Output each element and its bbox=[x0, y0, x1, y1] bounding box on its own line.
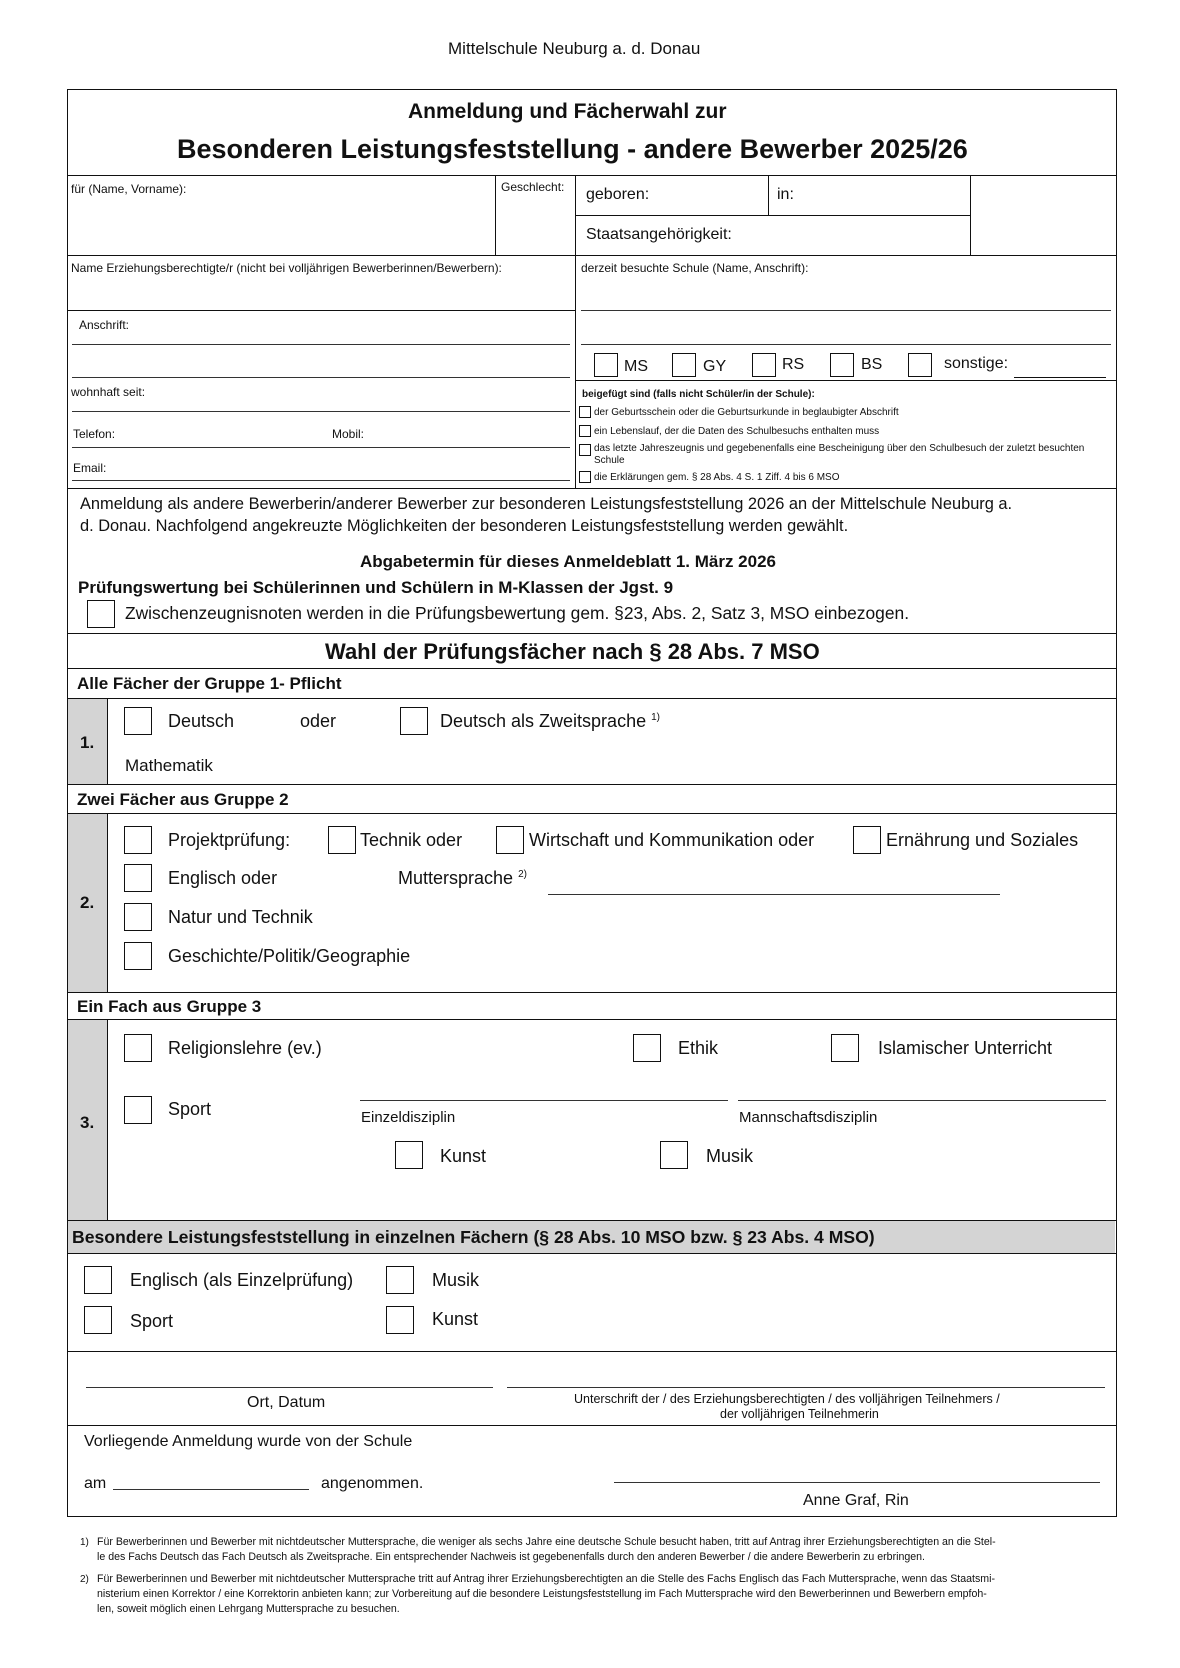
signature-input[interactable] bbox=[507, 1365, 1105, 1388]
name-input[interactable] bbox=[71, 205, 486, 245]
address-input[interactable] bbox=[72, 347, 570, 369]
kunst-special-label: Kunst bbox=[432, 1309, 479, 1329]
phone-label: Telefon: bbox=[73, 427, 116, 441]
englisch-einzel-checkbox[interactable] bbox=[84, 1266, 112, 1294]
attachment-birth-cert-label: der Geburtsschein oder die Geburtsurkunde in beglaubigter Abschrift bbox=[594, 407, 899, 418]
acceptance-date-input[interactable] bbox=[113, 1467, 309, 1490]
attachment-cv-checkbox[interactable] bbox=[579, 425, 591, 437]
attachments-title: beigefügt sind (falls nicht Schüler/in der Schule): bbox=[582, 389, 815, 400]
current-school-label: derzeit besuchte Schule (Name, Anschrift): bbox=[581, 261, 809, 275]
group2-heading: Zwei Fächer aus Gruppe 2 bbox=[77, 790, 289, 809]
nationality-label: Staatsangehörigkeit: bbox=[586, 226, 732, 243]
englisch-label: Englisch oder bbox=[168, 868, 278, 888]
school-type-ms-checkbox[interactable] bbox=[594, 353, 618, 377]
registration-text-2: d. Donau. Nachfolgend angekreuzte Möglichkeiten der besonderen Leistungsfeststellung werden gewählt. bbox=[80, 517, 849, 535]
school-type-gy-checkbox[interactable] bbox=[672, 353, 696, 377]
school-type-other-checkbox[interactable] bbox=[908, 353, 932, 377]
musik-group3-checkbox[interactable] bbox=[660, 1141, 688, 1169]
birthplace-input[interactable] bbox=[800, 186, 960, 208]
acceptance-signature-input[interactable] bbox=[614, 1460, 1100, 1483]
ethik-checkbox[interactable] bbox=[633, 1034, 661, 1062]
technik-label: Technik oder bbox=[360, 830, 463, 850]
attachment-report-checkbox[interactable] bbox=[579, 444, 591, 456]
ernaehrung-label: Ernährung und Soziales bbox=[886, 830, 1079, 850]
mannschaftsdisziplin-label: Mannschaftsdisziplin bbox=[739, 1109, 878, 1126]
resident-since-input[interactable] bbox=[160, 383, 570, 405]
footnote-2-line3: len, soweit möglich einen Lehrgang Muttersprache zu besuchen. bbox=[97, 1603, 400, 1615]
nationality-input[interactable] bbox=[755, 226, 960, 248]
deutsch-checkbox[interactable] bbox=[124, 707, 152, 735]
gender-input[interactable] bbox=[500, 200, 570, 245]
special-heading: Besondere Leistungsfeststellung in einzelnen Fächern (§ 28 Abs. 10 MSO bzw. § 23 Abs. 4 MSO) bbox=[72, 1227, 875, 1247]
phone-input[interactable] bbox=[125, 424, 325, 446]
group1-number: 1. bbox=[80, 733, 95, 752]
attachment-declarations-checkbox[interactable] bbox=[579, 471, 591, 483]
englisch-checkbox[interactable] bbox=[124, 864, 152, 892]
school-type-bs-checkbox[interactable] bbox=[830, 353, 854, 377]
group2-number: 2. bbox=[80, 893, 95, 912]
email-label: Email: bbox=[73, 461, 107, 475]
born-label: geboren: bbox=[586, 186, 650, 203]
school-type-bs-label: BS bbox=[861, 356, 883, 373]
acceptance-text: Vorliegende Anmeldung wurde von der Schule bbox=[84, 1433, 413, 1450]
footnote-2-line2: nisterium einen Korrektor / eine Korrektorin anbieten kann; zur Vorbereitung auf die besondere Leistungsfeststellung im Fach Muttersprache wird den Bewerberinnen und Bewerbern empfoh- bbox=[97, 1588, 987, 1600]
grading-heading: Prüfungswertung bei Schülerinnen und Schülern in M-Klassen der Jgst. 9 bbox=[78, 578, 674, 597]
place-date-label: Ort, Datum bbox=[247, 1394, 326, 1411]
interim-grades-checkbox[interactable] bbox=[87, 600, 115, 628]
footnote-1-line2: le des Fachs Deutsch das Fach Deutsch als Zweitsprache. Ein entsprechender Nachweis ist gegebenenfalls durch den anderen Bewerber / die andere Bewerberin zu erbringen. bbox=[97, 1551, 925, 1563]
signature-label-1: Unterschrift der / des Erziehungsberechtigten / des volljährigen Teilnehmers / bbox=[574, 1392, 1000, 1406]
school-type-ms-label: MS bbox=[624, 358, 648, 375]
group1-oder: oder bbox=[300, 711, 337, 731]
muttersprache-input[interactable] bbox=[548, 872, 1000, 895]
musik-group3-label: Musik bbox=[706, 1146, 754, 1166]
islam-checkbox[interactable] bbox=[831, 1034, 859, 1062]
gpg-label: Geschichte/Politik/Geographie bbox=[168, 946, 411, 966]
place-date-input[interactable] bbox=[86, 1365, 493, 1388]
mutter-footnote-ref: 2) bbox=[518, 869, 527, 880]
daz-checkbox[interactable] bbox=[400, 707, 428, 735]
current-school-input[interactable] bbox=[581, 283, 1111, 305]
sport-group3-label: Sport bbox=[168, 1099, 212, 1119]
guardian-label: Name Erziehungsberechtigte/r (nicht bei volljährigen Bewerberinnen/Bewerbern): bbox=[71, 261, 502, 275]
school-name: Mittelschule Neuburg a. d. Donau bbox=[448, 39, 701, 58]
religion-label: Religionslehre (ev.) bbox=[168, 1038, 322, 1058]
muttersprache-label: Muttersprache $^{2)}$ bbox=[398, 868, 527, 888]
school-type-rs-checkbox[interactable] bbox=[752, 353, 776, 377]
current-school-address-input[interactable] bbox=[581, 318, 1111, 340]
attachment-cv-label: ein Lebenslauf, der die Daten des Schulbesuchs enthalten muss bbox=[594, 426, 880, 437]
gpg-checkbox[interactable] bbox=[124, 942, 152, 970]
musik-special-checkbox[interactable] bbox=[386, 1266, 414, 1294]
footnote-2-mark: 2) bbox=[80, 1574, 89, 1585]
sport-group3-checkbox[interactable] bbox=[124, 1096, 152, 1124]
guardian-input[interactable] bbox=[71, 282, 566, 304]
school-type-other-input[interactable] bbox=[1014, 355, 1106, 378]
school-type-gy-label: GY bbox=[703, 358, 727, 375]
title-line-1: Anmeldung und Fächerwahl zur bbox=[408, 100, 727, 123]
kunst-group3-label: Kunst bbox=[440, 1146, 487, 1166]
attachment-birth-cert-checkbox[interactable] bbox=[579, 406, 591, 418]
musik-special-label: Musik bbox=[432, 1270, 480, 1290]
wirtschaft-checkbox[interactable] bbox=[496, 826, 524, 854]
religion-checkbox[interactable] bbox=[124, 1034, 152, 1062]
mobile-input[interactable] bbox=[375, 424, 570, 446]
kunst-special-checkbox[interactable] bbox=[386, 1306, 414, 1334]
born-input[interactable] bbox=[660, 186, 760, 208]
gender-label: Geschlecht: bbox=[501, 180, 565, 194]
footnote-1-line1: Für Bewerberinnen und Bewerber mit nichtdeutscher Muttersprache, die weniger als sechs Jahre eine deutsche Schule besucht haben, tritt auf Antrag ihrer Erziehungsberechtigten an die Stel- bbox=[97, 1536, 996, 1548]
group3-number: 3. bbox=[80, 1113, 95, 1132]
mobile-label: Mobil: bbox=[332, 427, 365, 441]
daz-label: Deutsch als Zweitsprache $^{1)}$ bbox=[440, 711, 661, 731]
deadline-text: Abgabetermin für dieses Anmeldeblatt 1. März 2026 bbox=[360, 552, 776, 571]
mannschaftsdisziplin-input[interactable] bbox=[738, 1078, 1106, 1101]
ernaehrung-checkbox[interactable] bbox=[853, 826, 881, 854]
daz-footnote-ref: 1) bbox=[651, 712, 661, 723]
islam-label: Islamischer Unterricht bbox=[878, 1038, 1053, 1058]
deutsch-label: Deutsch bbox=[168, 711, 235, 731]
interim-grades-label: Zwischenzeugnisnoten werden in die Prüfungsbewertung gem. §23, Abs. 2, Satz 3, MSO einbezogen. bbox=[125, 603, 910, 623]
acceptance-signer: Anne Graf, Rin bbox=[803, 1492, 909, 1509]
englisch-einzel-label: Englisch (als Einzelprüfung) bbox=[130, 1270, 354, 1290]
school-type-other-label: sonstige: bbox=[944, 355, 1009, 372]
address-label: Anschrift: bbox=[79, 318, 130, 332]
sport-special-label: Sport bbox=[130, 1311, 174, 1331]
sport-special-checkbox[interactable] bbox=[84, 1306, 112, 1334]
natur-label: Natur und Technik bbox=[168, 907, 313, 927]
ethik-label: Ethik bbox=[678, 1038, 719, 1058]
footnote-1-mark: 1) bbox=[80, 1537, 89, 1548]
registration-text-1: Anmeldung als andere Bewerberin/anderer Bewerber zur besonderen Leistungsfeststellung 2026 an der Mittelschule Neuburg a. bbox=[80, 495, 1013, 513]
acceptance-angenommen: angenommen. bbox=[321, 1475, 424, 1492]
kunst-group3-checkbox[interactable] bbox=[395, 1141, 423, 1169]
subjects-heading: Wahl der Prüfungsfächer nach § 28 Abs. 7 MSO bbox=[325, 639, 820, 664]
signature-label-2: der volljährigen Teilnehmerin bbox=[720, 1407, 879, 1421]
einzeldisziplin-input[interactable] bbox=[360, 1078, 728, 1101]
school-type-rs-label: RS bbox=[782, 356, 805, 373]
name-label: für (Name, Vorname): bbox=[71, 182, 187, 196]
wirtschaft-label: Wirtschaft und Kommunikation oder bbox=[529, 830, 815, 850]
projekt-label: Projektprüfung: bbox=[168, 830, 291, 850]
natur-checkbox[interactable] bbox=[124, 903, 152, 931]
projekt-checkbox[interactable] bbox=[124, 826, 152, 854]
attachment-report-label-cont: Schule bbox=[594, 455, 625, 466]
page-title: Besonderen Leistungsfeststellung - andere Bewerber 2025/26 bbox=[177, 134, 968, 164]
attachment-report-label: das letzte Jahreszeugnis und gegebenenfalls eine Bescheinigung über den Schulbesuch der zuletzt besuchten bbox=[594, 443, 1085, 454]
acceptance-am: am bbox=[84, 1475, 107, 1492]
math-label: Mathematik bbox=[125, 756, 213, 775]
resident-since-label: wohnhaft seit: bbox=[71, 385, 146, 399]
birthplace-label: in: bbox=[777, 186, 794, 203]
technik-checkbox[interactable] bbox=[328, 826, 356, 854]
group1-heading: Alle Fächer der Gruppe 1- Pflicht bbox=[77, 674, 342, 693]
group3-heading: Ein Fach aus Gruppe 3 bbox=[77, 997, 262, 1016]
email-input[interactable] bbox=[115, 458, 570, 480]
footnote-2-line1: Für Bewerberinnen und Bewerber mit nichtdeutscher Muttersprache tritt auf Antrag ihrer Erziehungsberechtigten an die Stelle des Fachs Englisch das Fach Muttersprache, wenn das Staatsmi- bbox=[97, 1573, 995, 1585]
attachment-declarations-label: die Erklärungen gem. § 28 Abs. 4 S. 1 Ziff. 4 bis 6 MSO bbox=[594, 472, 840, 483]
einzeldisziplin-label: Einzeldisziplin bbox=[361, 1109, 456, 1126]
